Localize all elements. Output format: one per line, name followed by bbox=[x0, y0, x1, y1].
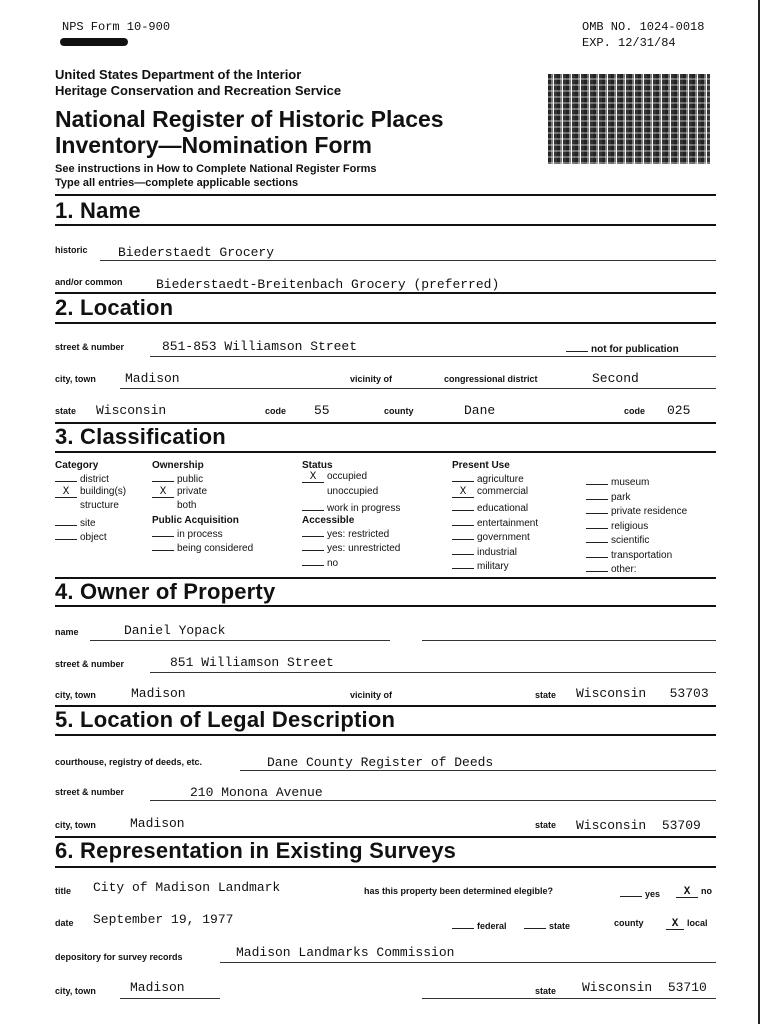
classification-option bbox=[55, 500, 126, 515]
not-for-publication-label: not for publication bbox=[591, 344, 679, 355]
option-checkbox[interactable] bbox=[452, 544, 474, 555]
determined-eligible-label: has this property been determined elegible? bbox=[364, 886, 554, 896]
option-checkbox[interactable] bbox=[55, 515, 77, 526]
option-checkbox[interactable] bbox=[452, 515, 474, 526]
ownership-heading: Ownership bbox=[152, 460, 204, 471]
classification-option bbox=[302, 486, 400, 501]
option-label: occupied bbox=[327, 471, 368, 482]
option-label: government bbox=[477, 532, 530, 543]
classification-option bbox=[302, 500, 400, 515]
eligible-yes-checkbox[interactable] bbox=[620, 886, 642, 897]
local-label: local bbox=[687, 918, 708, 928]
eligible-yes-label: yes bbox=[645, 889, 661, 899]
option-label: park bbox=[611, 491, 631, 503]
classification-option bbox=[55, 515, 126, 530]
section-6-heading: 6. Representation in Existing Surveys bbox=[55, 838, 457, 863]
classification-option bbox=[152, 540, 253, 555]
legal-city-label: city, town bbox=[55, 820, 96, 830]
level-state bbox=[524, 918, 570, 931]
option-checkbox[interactable] bbox=[302, 540, 324, 551]
page-edge bbox=[758, 0, 760, 1024]
legal-street-label: street & number bbox=[55, 787, 125, 797]
present-use-column bbox=[452, 460, 538, 573]
county-level-label: county bbox=[614, 918, 644, 928]
owner-name[interactable]: Daniel Yopack bbox=[124, 623, 226, 638]
eligible-no bbox=[676, 886, 712, 898]
nps-logo-image bbox=[548, 74, 710, 164]
location-city[interactable]: Madison bbox=[125, 371, 180, 386]
option-label: in process bbox=[177, 528, 223, 540]
classification-option bbox=[452, 471, 538, 486]
classification-option bbox=[55, 471, 126, 486]
street-label: street & number bbox=[55, 342, 125, 352]
eligible-no-label: no bbox=[701, 886, 712, 896]
option-label: industrial bbox=[477, 546, 518, 558]
option-label: commercial bbox=[477, 485, 529, 497]
option-label: building(s) bbox=[80, 485, 127, 497]
option-label: work in progress bbox=[327, 503, 401, 514]
county-code[interactable]: 025 bbox=[667, 403, 691, 418]
option-label: other: bbox=[611, 564, 637, 575]
historic-label: historic bbox=[55, 245, 88, 255]
option-label: unoccupied bbox=[327, 485, 379, 497]
option-checkbox[interactable] bbox=[586, 547, 608, 558]
form-id: NPS Form 10-900 bbox=[62, 20, 171, 34]
classification-option bbox=[586, 561, 687, 576]
category-column bbox=[55, 460, 126, 544]
eligible-yes bbox=[620, 886, 660, 899]
instructions-type: Type all entries—complete applicable sections bbox=[55, 177, 299, 189]
option-checkbox[interactable] bbox=[452, 500, 474, 511]
common-name-label: and/or common bbox=[55, 277, 123, 287]
state-code-label: code bbox=[265, 406, 287, 416]
option-label: both bbox=[177, 500, 197, 511]
classification-option bbox=[452, 544, 538, 559]
instructions: See instructions in How to Complete National Register Forms bbox=[55, 163, 377, 175]
legal-street[interactable]: 210 Monona Avenue bbox=[190, 785, 323, 800]
federal-checkbox[interactable] bbox=[452, 918, 474, 929]
owner-vicinity-label: vicinity of bbox=[350, 690, 393, 700]
courthouse-label: courthouse, registry of deeds, etc. bbox=[55, 757, 203, 767]
section-3-heading: 3. Classification bbox=[55, 424, 226, 449]
local-checkbox[interactable]: X bbox=[666, 919, 684, 930]
classification-option bbox=[452, 486, 538, 501]
option-label: private bbox=[177, 485, 208, 497]
legal-state[interactable]: Wisconsin 53709 bbox=[576, 818, 701, 833]
survey-date-label: date bbox=[55, 918, 74, 928]
section-5-heading: 5. Location of Legal Description bbox=[55, 707, 396, 732]
owner-state-label: state bbox=[535, 690, 557, 700]
owner-city[interactable]: Madison bbox=[131, 686, 186, 701]
option-label: scientific bbox=[611, 535, 650, 546]
owner-street[interactable]: 851 Williamson Street bbox=[170, 655, 334, 670]
classification-option bbox=[302, 471, 400, 486]
option-label: transportation bbox=[611, 549, 673, 561]
county-label: county bbox=[384, 406, 414, 416]
congressional-district[interactable]: Second bbox=[592, 371, 639, 386]
option-checkbox[interactable] bbox=[152, 471, 174, 482]
classification-option bbox=[586, 547, 687, 562]
redaction-mark bbox=[60, 38, 128, 46]
form-title: National Register of Historic Places bbox=[55, 106, 444, 132]
section-1-heading: 1. Name bbox=[55, 198, 141, 223]
congressional-district-label: congressional district bbox=[444, 374, 538, 384]
option-checkbox[interactable] bbox=[586, 532, 608, 543]
owner-state[interactable]: Wisconsin 53703 bbox=[576, 686, 709, 701]
option-label: structure bbox=[80, 500, 119, 511]
ownership-column bbox=[152, 460, 253, 555]
classification-option bbox=[55, 529, 126, 544]
status-heading: Status bbox=[302, 460, 333, 471]
omb-number: OMB NO. 1024-0018 bbox=[582, 20, 705, 34]
classification-option bbox=[55, 486, 126, 501]
option-label: religious bbox=[611, 520, 649, 532]
option-checkbox[interactable]: X bbox=[152, 487, 174, 498]
option-checkbox[interactable] bbox=[55, 471, 77, 482]
state-checkbox[interactable] bbox=[524, 918, 546, 929]
location-county[interactable]: Dane bbox=[464, 403, 496, 418]
option-label: no bbox=[327, 557, 339, 569]
category-heading: Category bbox=[55, 460, 99, 471]
option-label: being considered bbox=[177, 543, 254, 554]
owner-street-label: street & number bbox=[55, 659, 125, 669]
state-level-label: state bbox=[549, 921, 571, 931]
level-local bbox=[666, 918, 708, 930]
classification-option bbox=[586, 474, 687, 489]
option-label: public bbox=[177, 474, 204, 485]
option-label: yes: restricted bbox=[327, 528, 390, 540]
location-state[interactable]: Wisconsin bbox=[96, 403, 167, 418]
present-use-heading: Present Use bbox=[452, 460, 510, 471]
depository-label: depository for survey records bbox=[55, 952, 183, 962]
option-checkbox[interactable] bbox=[452, 471, 474, 482]
option-checkbox[interactable] bbox=[586, 518, 608, 529]
depository[interactable]: Madison Landmarks Commission bbox=[236, 945, 455, 960]
federal-label: federal bbox=[477, 921, 507, 931]
option-checkbox[interactable] bbox=[586, 489, 608, 500]
state-label: state bbox=[55, 406, 77, 416]
service-name: Heritage Conservation and Recreation Service bbox=[55, 83, 342, 98]
eligible-no-checkbox[interactable]: X bbox=[676, 887, 698, 898]
section-2-heading: 2. Location bbox=[55, 295, 174, 320]
state-code[interactable]: 55 bbox=[314, 403, 330, 418]
option-label: district bbox=[80, 474, 109, 485]
city-label: city, town bbox=[55, 374, 96, 384]
option-checkbox[interactable] bbox=[302, 500, 324, 511]
survey-title[interactable]: City of Madison Landmark bbox=[93, 880, 281, 895]
option-checkbox[interactable] bbox=[452, 529, 474, 540]
historic-name[interactable]: Biederstaedt Grocery bbox=[118, 245, 275, 260]
legal-state-label: state bbox=[535, 820, 557, 830]
classification-option bbox=[586, 503, 687, 518]
option-label: yes: unrestricted bbox=[327, 543, 401, 554]
survey-city[interactable]: Madison bbox=[130, 980, 185, 995]
classification-option bbox=[452, 500, 538, 515]
county-code-label: code bbox=[624, 406, 646, 416]
option-label: military bbox=[477, 561, 509, 572]
classification-option bbox=[152, 526, 253, 541]
classification-option bbox=[152, 500, 253, 515]
survey-title-label: title bbox=[55, 886, 72, 896]
survey-city-label: city, town bbox=[55, 986, 96, 996]
survey-state[interactable]: Wisconsin 53710 bbox=[582, 980, 707, 995]
status-column bbox=[302, 460, 400, 569]
present-use-column-2 bbox=[586, 474, 687, 576]
not-for-publication bbox=[566, 341, 679, 355]
section-4-heading: 4. Owner of Property bbox=[55, 579, 276, 604]
option-label: educational bbox=[477, 503, 529, 514]
not-for-publication-checkbox[interactable] bbox=[566, 341, 588, 352]
vicinity-label: vicinity of bbox=[350, 374, 393, 384]
option-checkbox[interactable] bbox=[586, 474, 608, 485]
department-name: United States Department of the Interior bbox=[55, 67, 302, 82]
option-checkbox[interactable]: X bbox=[452, 487, 474, 498]
survey-date[interactable]: September 19, 1977 bbox=[93, 912, 234, 927]
expiration-date: EXP. 12/31/84 bbox=[582, 36, 676, 50]
classification-option bbox=[452, 529, 538, 544]
common-name[interactable]: Biederstaedt-Breitenbach Grocery (preferred) bbox=[156, 277, 500, 292]
option-checkbox[interactable]: X bbox=[55, 487, 77, 498]
survey-state-label: state bbox=[535, 986, 557, 996]
option-label: agriculture bbox=[477, 474, 524, 485]
location-street[interactable]: 851-853 Williamson Street bbox=[162, 339, 358, 354]
option-label: object bbox=[80, 532, 107, 543]
classification-option bbox=[302, 540, 400, 555]
courthouse[interactable]: Dane County Register of Deeds bbox=[267, 755, 494, 770]
option-checkbox[interactable] bbox=[452, 558, 474, 569]
legal-city[interactable]: Madison bbox=[130, 816, 185, 831]
option-checkbox[interactable] bbox=[586, 503, 608, 514]
option-label: site bbox=[80, 517, 96, 529]
classification-option bbox=[586, 518, 687, 533]
option-checkbox[interactable] bbox=[302, 526, 324, 537]
owner-name-label: name bbox=[55, 627, 79, 637]
acquisition-heading: Public Acquisition bbox=[152, 514, 239, 526]
option-checkbox[interactable] bbox=[586, 561, 608, 572]
form-subtitle: Inventory—Nomination Form bbox=[55, 132, 372, 158]
classification-option bbox=[152, 471, 253, 486]
classification-option bbox=[302, 526, 400, 541]
classification-option bbox=[586, 532, 687, 547]
option-checkbox[interactable] bbox=[302, 555, 324, 566]
classification-option bbox=[452, 558, 538, 573]
level-federal bbox=[452, 918, 507, 931]
accessible-heading: Accessible bbox=[302, 514, 355, 526]
classification-option bbox=[152, 486, 253, 501]
classification-option bbox=[302, 555, 400, 570]
option-label: entertainment bbox=[477, 517, 539, 529]
option-checkbox[interactable] bbox=[152, 540, 174, 551]
option-checkbox[interactable] bbox=[152, 526, 174, 537]
option-checkbox[interactable]: X bbox=[302, 472, 324, 483]
classification-option bbox=[452, 515, 538, 530]
option-label: private residence bbox=[611, 506, 688, 517]
owner-city-label: city, town bbox=[55, 690, 96, 700]
option-checkbox[interactable] bbox=[55, 529, 77, 540]
option-label: museum bbox=[611, 477, 650, 488]
classification-option bbox=[586, 489, 687, 504]
